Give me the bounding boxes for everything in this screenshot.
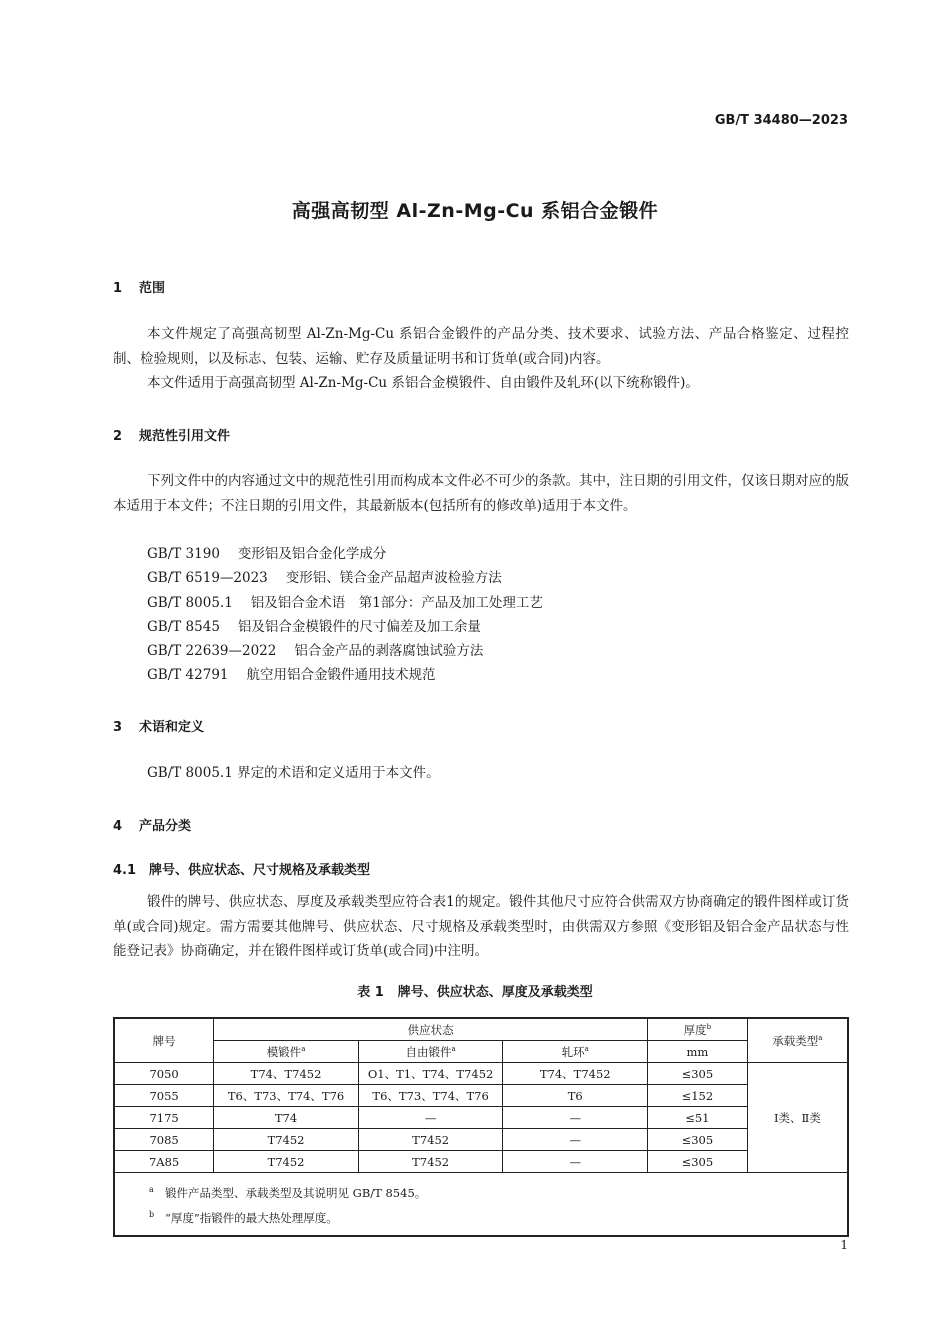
header-die-label: 模锻件 — [266, 1044, 302, 1059]
cell-free: T6、T73、T74、T76 — [358, 1085, 503, 1107]
cell-die: T74 — [214, 1107, 359, 1129]
table-note — [149, 1179, 847, 1204]
reference-code: GB/T 6519—2023 — [147, 570, 268, 587]
footnote-mark: a — [301, 1044, 306, 1053]
reference-item — [147, 566, 543, 590]
table-row — [114, 1085, 848, 1107]
section-number: 2 — [113, 429, 123, 444]
cell-ring: — — [503, 1107, 648, 1129]
reference-title: 铝合金产品的剥落腐蚀试验方法 — [294, 643, 484, 660]
header-unit: mm — [648, 1041, 748, 1063]
table-row — [114, 1107, 848, 1129]
reference-title: 变形铝及铝合金化学成分 — [237, 546, 387, 562]
page-number: 1 — [840, 1238, 848, 1252]
reference-code: GB/T 3190 — [147, 546, 220, 562]
section-1-heading — [113, 277, 165, 296]
reference-item — [147, 663, 543, 687]
footnote-mark: a — [584, 1044, 589, 1053]
table-row — [114, 1063, 848, 1085]
section-number: 1 — [113, 281, 123, 296]
cell-thickness: ≤305 — [648, 1151, 748, 1173]
cell-thickness: ≤152 — [648, 1085, 748, 1107]
cell-die: T7452 — [214, 1129, 359, 1151]
footnote-mark: a — [818, 1033, 823, 1042]
cell-free: T7452 — [358, 1129, 503, 1151]
paragraph: 下列文件中的内容通过文中的规范性引用而构成本文件必不可少的条款。其中，注日期的引用文件，仅该日期对应的版本适用于本文件；不注日期的引用文件，其最新版本(包括所有的修改单)适用于本文件。 — [113, 473, 849, 514]
section-2-intro — [113, 469, 849, 518]
standard-number: GB/T 34480—2023 — [714, 113, 848, 128]
table-caption — [0, 981, 950, 1000]
table-header-row — [114, 1018, 848, 1041]
cell-thickness: ≤51 — [648, 1107, 748, 1129]
header-free-label: 自由锻件 — [405, 1044, 452, 1059]
reference-item — [147, 591, 543, 615]
section-title: 术语和定义 — [139, 720, 205, 735]
reference-item — [147, 639, 543, 663]
reference-title: 航空用铝合金锻件通用技术规范 — [246, 667, 436, 684]
cell-ring: T6 — [503, 1085, 648, 1107]
section-title: 牌号、供应状态、尺寸规格及承载类型 — [149, 863, 371, 878]
table-number: 表 1 — [357, 985, 384, 1000]
cell-die: T7452 — [214, 1151, 359, 1173]
section-2-heading — [113, 425, 230, 444]
reference-code: GB/T 8545 — [147, 618, 220, 635]
reference-item — [147, 542, 543, 566]
header-ring-label: 轧环 — [561, 1044, 585, 1059]
reference-title: 铝及铝合金模锻件的尺寸偏差及加工余量 — [237, 618, 481, 635]
cell-thickness: ≤305 — [648, 1129, 748, 1151]
header-grade: 牌号 — [114, 1018, 214, 1063]
reference-code: GB/T 42791 — [147, 667, 229, 684]
cell-free: O1、T1、T74、T7452 — [358, 1063, 503, 1085]
table-subheader-row — [114, 1041, 848, 1063]
cell-grade: 7175 — [114, 1107, 214, 1129]
document-title: 高强高韧型 Al-Zn-Mg-Cu 系铝合金锻件 — [291, 200, 659, 222]
table-notes — [114, 1173, 848, 1236]
cell-die: T6、T73、T74、T76 — [214, 1085, 359, 1107]
header-die-forging — [214, 1041, 359, 1063]
section-1-body — [113, 322, 849, 396]
table-row — [114, 1129, 848, 1151]
reference-item — [147, 615, 543, 639]
cell-grade: 7A85 — [114, 1151, 214, 1173]
header-load-type — [747, 1018, 848, 1063]
section-number: 3 — [113, 720, 123, 735]
section-3-heading — [113, 716, 204, 735]
table-title: 牌号、供应状态、厚度及承载类型 — [397, 985, 593, 1000]
cell-die: T74、T7452 — [214, 1063, 359, 1085]
cell-grade: 7055 — [114, 1085, 214, 1107]
cell-free: — — [358, 1107, 503, 1129]
footnote-mark: a — [451, 1044, 456, 1053]
table-row — [114, 1151, 848, 1173]
cell-ring: T74、T7452 — [503, 1063, 648, 1085]
header-load-label: 承载类型 — [772, 1033, 819, 1048]
section-title: 产品分类 — [139, 819, 192, 834]
cell-grade: 7085 — [114, 1129, 214, 1151]
cell-ring: — — [503, 1129, 648, 1151]
section-title: 范围 — [139, 281, 166, 296]
note-text: 锻件产品类型、承载类型及其说明见 GB/T 8545。 — [165, 1185, 427, 1200]
header-thickness — [648, 1018, 748, 1041]
section-number: 4 — [113, 819, 123, 834]
table-1 — [113, 1017, 849, 1237]
section-4-1-body — [113, 890, 849, 964]
paragraph: 锻件的牌号、供应状态、厚度及承载类型应符合表1的规定。锻件其他尺寸应符合供需双方协商确定的锻件图样或订货单(或合同)规定。需方需要其他牌号、供应状态、尺寸规格及承载类型时，由供需双方参照《变形铝及铝合金产品状态与性能登记表》协商确定，并在锻件图样或订货单(或合同)中注明。 — [113, 894, 849, 959]
reference-title: 铝及铝合金术语 第1部分：产品及加工处理工艺 — [250, 594, 543, 611]
cell-thickness: ≤305 — [648, 1063, 748, 1085]
section-number: 4.1 — [113, 863, 137, 878]
header-thickness-label: 厚度 — [683, 1022, 707, 1037]
note-mark: b — [149, 1209, 155, 1219]
header-ring — [503, 1041, 648, 1063]
paragraph: 本文件规定了高强高韧型 Al-Zn-Mg-Cu 系铝合金锻件的产品分类、技术要求、试验方法、产品合格鉴定、过程控制、检验规则，以及标志、包装、运输、贮存及质量证明书和订货单(或合同)内容。 — [113, 326, 849, 367]
header-supply-state: 供应状态 — [214, 1018, 648, 1041]
reference-list — [147, 542, 543, 688]
cell-load-type: Ⅰ类、Ⅱ类 — [747, 1063, 848, 1173]
table-note — [149, 1204, 847, 1229]
reference-title: 变形铝、镁合金产品超声波检验方法 — [285, 570, 502, 587]
section-4-heading — [113, 815, 191, 834]
reference-code: GB/T 22639—2022 — [147, 643, 277, 660]
section-title: 规范性引用文件 — [139, 429, 231, 444]
footnote-mark: b — [706, 1022, 712, 1031]
paragraph: 本文件适用于高强高韧型 Al-Zn-Mg-Cu 系铝合金模锻件、自由锻件及轧环(以下统称锻件)。 — [147, 375, 699, 391]
paragraph: GB/T 8005.1 界定的术语和定义适用于本文件。 — [147, 765, 440, 781]
section-4-1-heading — [113, 859, 370, 878]
cell-ring: — — [503, 1151, 648, 1173]
note-mark: a — [149, 1185, 154, 1194]
section-3-body — [113, 761, 849, 786]
note-text: “厚度”指锻件的最大热处理厚度。 — [165, 1210, 338, 1225]
table-notes-row — [114, 1173, 848, 1236]
cell-grade: 7050 — [114, 1063, 214, 1085]
reference-code: GB/T 8005.1 — [147, 594, 233, 611]
cell-free: T7452 — [358, 1151, 503, 1173]
header-free-forging — [358, 1041, 503, 1063]
